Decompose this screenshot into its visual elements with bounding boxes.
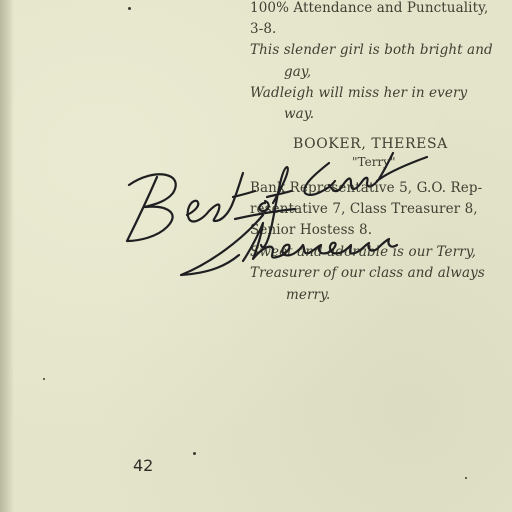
poem-line-4: way. (284, 106, 315, 122)
attendance-line-1: 100% Attendance and Punctuality, (250, 0, 489, 16)
signature-stroke (181, 209, 295, 275)
paper-speck (193, 452, 196, 455)
poem2-line-2: Treasurer of our class and always (250, 265, 485, 281)
paper-speck (43, 378, 45, 380)
paper-speck (465, 477, 467, 479)
student-name: BOOKER, THERESA (293, 136, 448, 152)
poem-line-3: Wadleigh will miss her in every (250, 85, 468, 101)
activities-line-3: Senior Hostess 8. (250, 222, 373, 238)
activities-line-1: Bank Representative 5, G.O. Rep- (250, 180, 483, 196)
handwritten-signature (115, 145, 445, 290)
activities-line-2: resentative 7, Class Treasurer 8, (250, 201, 478, 217)
poem-line-2: gay, (284, 64, 312, 80)
poem2-line-3: merry. (286, 287, 331, 303)
poem-line-1: This slender girl is both bright and (250, 42, 493, 58)
attendance-line-2: 3-8. (250, 21, 277, 37)
signature-stroke (127, 174, 176, 241)
signature-stroke (259, 167, 291, 247)
student-nickname: "Terry" (352, 155, 396, 169)
signature-stroke (304, 153, 427, 195)
paper-speck (128, 7, 131, 10)
page-gutter-shadow (0, 0, 14, 512)
poem2-line-1: Sweet and adorable is our Terry, (250, 244, 477, 260)
signature-stroke (187, 173, 255, 221)
page-number: 42 (133, 456, 154, 475)
